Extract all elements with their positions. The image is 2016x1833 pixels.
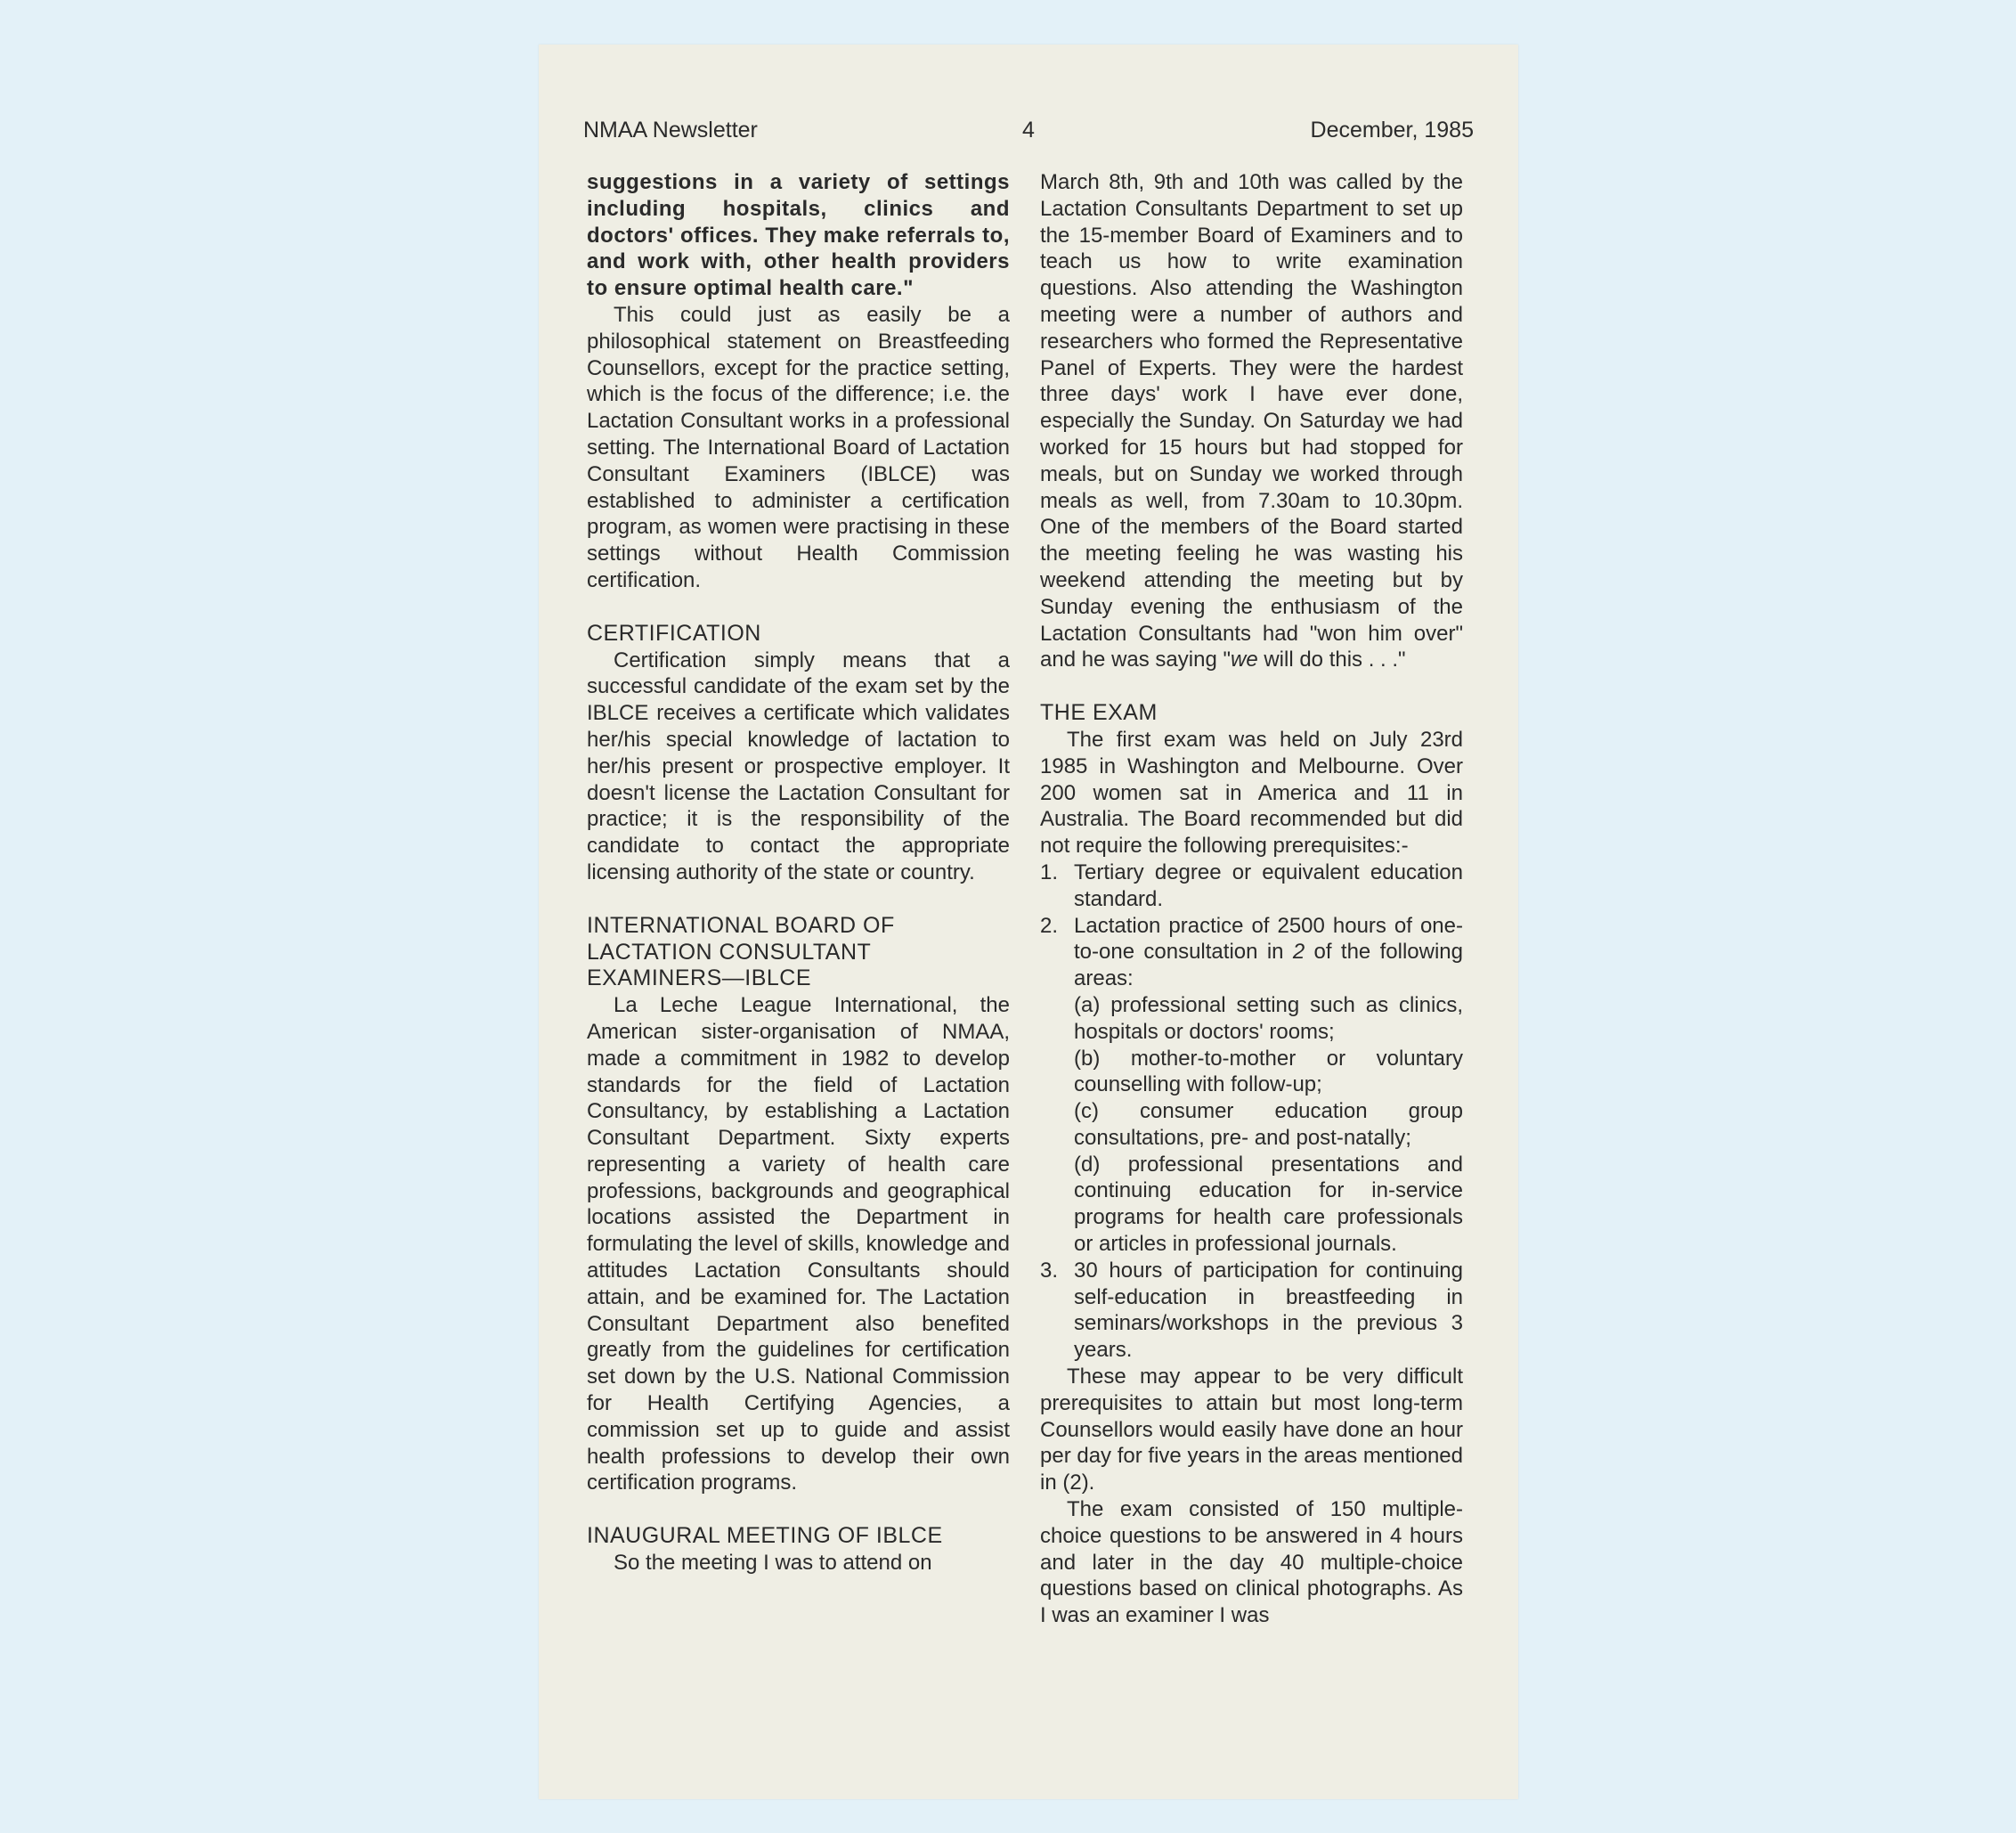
heading-inaugural-meeting: INAUGURAL MEETING OF IBLCE (587, 1523, 943, 1549)
right-column (1040, 169, 1463, 1629)
list-item-number: 3. (1040, 1258, 1059, 1283)
list-item-text-b: of the following areas: (1074, 940, 1463, 991)
list-item (1040, 859, 1463, 913)
publication-name: NMAA Newsletter (583, 118, 758, 143)
paragraph-certification: Certification simply means that a successful candidate of the exam set by the IBLCE receives a certificate which validates her/his special knowledge of lactation to her/his present or prospective employer. It doesn't license the Lactation Consultant for practice; it is the responsibility of the candidate to contact the appropriate licensing authority of the state or country. (587, 648, 1010, 884)
page-header (583, 118, 1474, 153)
heading-certification: CERTIFICATION (587, 620, 761, 646)
list-item (1040, 1258, 1463, 1364)
heading-the-exam: THE EXAM (1040, 700, 1158, 726)
list-item-number: 2. (1040, 913, 1059, 938)
list-item-text-a: Lactation practice of 2500 hours of one-to-one consultation in (1074, 913, 1463, 965)
paragraph-exam: The first exam was held on July 23rd 1985 in Washington and Melbourne. Over 200 women sat in America and 11 in Australia. The Board recommended but did not require the following prerequisites:- (1040, 727, 1463, 859)
paragraph-difficult-prerequisites: These may appear to be very difficult prerequisites to attain but most long-term Counsellors would easily have done an hour per day for five years in the areas mentioned in (2). (1040, 1365, 1463, 1495)
sub-item-a: (a) professional setting such as clinics, hospitals or doctors' rooms; (1074, 992, 1463, 1044)
meeting-text-a: March 8th, 9th and 10th was called by the Lactation Consultants Department to set up the 15-member Board of Examiners and to teach us how to write examination questions. Also attending the Washington meeting were a number of authors and researchers who formed the Representative Panel of Experts. They were the hardest three days' work I have ever done, especially the Sunday. On Saturday we had worked for 15 hours but had stopped for meals, but on Sunday we worked through meals as well, from 7.30am to 10.30pm. One of the members of the Board started the meeting feeling he was wasting his weekend attending the meeting but by Sunday evening the enthusiasm of the Lactation Consultants had "won him over" and he was saying " (1040, 170, 1463, 672)
paragraph-iblce: La Leche League International, the American sister-organisation of NMAA, made a commitment in 1982 to develop standards for the field of Lactation Consultancy, by establishing a Lactation Consultant Department. Sixty experts representing a variety of health care professions, backgrounds and geographical locations assisted the Department in formulating the level of skills, knowledge and attitudes Lactation Consultants should attain, and be examined for. The Lactation Consultant Department also benefited greatly from the guidelines for certification set down by the U.S. National Commission for Health Certifying Agencies, a commission set up to guide and assist health professions to develop their own certification programs. (587, 993, 1010, 1495)
heading-iblce-line3: EXAMINERS—IBLCE (587, 965, 812, 991)
sub-item-d: (d) professional presentations and continuing education for in-service programs for health care professionals or articles in professional journals. (1074, 1152, 1463, 1257)
meeting-text-emphasis: we (1230, 648, 1258, 672)
sub-item-b: (b) mother-to-mother or voluntary counselling with follow-up; (1074, 1046, 1463, 1097)
heading-iblce (587, 913, 1010, 992)
intro-quote: suggestions in a variety of settings including hospitals, clinics and doctors' offices. They make referrals to, and work with, other health providers to ensure optimal health care." (587, 170, 1010, 301)
issue-date: December, 1985 (1310, 118, 1474, 143)
sub-item-c: (c) consumer education group consultations, pre- and post-natally; (1074, 1099, 1463, 1150)
page-number: 4 (1022, 118, 1035, 143)
meeting-text-b: will do this . . ." (1257, 648, 1406, 672)
list-item-text: 30 hours of participation for continuing self-education in breastfeeding in seminars/workshops in the previous 3 years. (1074, 1258, 1463, 1363)
newsletter-page (539, 45, 1518, 1799)
heading-iblce-line1: INTERNATIONAL BOARD OF (587, 912, 895, 938)
list-item-text (1074, 913, 1463, 992)
paragraph-exam-consisted: The exam consisted of 150 multiple-choice questions to be answered in 4 hours and later in the day 40 multiple-choice questions based on clinical photographs. As I was an examiner I was (1040, 1497, 1463, 1628)
paragraph-meeting-continued (1040, 169, 1463, 673)
heading-iblce-line2: LACTATION CONSULTANT (587, 939, 872, 965)
list-item-text-emphasis: 2 (1292, 940, 1305, 965)
list-item-number: 1. (1040, 859, 1059, 884)
paragraph-philosophical: This could just as easily be a philosophical statement on Breastfeeding Counsellors, except for the practice setting, which is the focus of the difference; i.e. the Lactation Consultant works in a professional setting. The International Board of Lactation Consultant Examiners (IBLCE) was established to administer a certification program, as women were practising in these settings without Health Commission certification. (587, 302, 1010, 592)
left-column (587, 169, 1010, 1576)
paragraph-inaugural-start: So the meeting I was to attend on (614, 1551, 932, 1576)
prerequisites-list (1040, 859, 1463, 1364)
list-item-text: Tertiary degree or equivalent education standard. (1074, 859, 1463, 911)
list-item (1040, 913, 1463, 1258)
